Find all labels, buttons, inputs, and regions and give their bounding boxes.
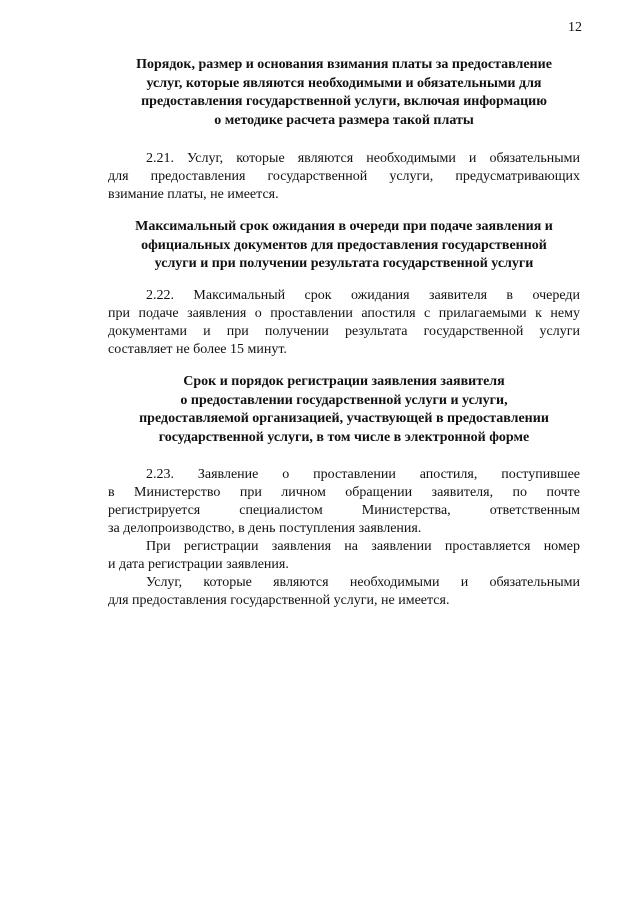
heading-line: предоставления государственной услуги, включая информацию [141,94,547,109]
paragraph-line: документами и при получении результата государственной услуги [108,324,580,339]
heading-line: о методике расчета размера такой платы [214,112,474,128]
heading-line: о предоставлении государственной услуги и услуги, [180,392,508,408]
heading-line: услуг, которые являются необходимыми и обязательными для [146,75,542,91]
paragraph-line: и дата регистрации заявления. [108,557,289,572]
paragraph-line: 2.23. Заявление о проставлении апостиля, поступившее [146,467,580,482]
heading-line: Срок и порядок регистрации заявления заявителя [183,374,505,389]
paragraph-line: составляет не более 15 минут. [108,342,287,357]
section-heading-registration [108,373,580,447]
paragraph-2-23 [108,466,580,538]
section-heading-queue-time [108,218,580,274]
paragraph-line: для предоставления государственной услуги, не имеется. [108,593,450,608]
paragraph-line: Услуг, которые являются необходимыми и обязательными [146,575,580,590]
paragraph-line: регистрируется специалистом Министерства, ответственным [108,503,580,518]
paragraph-line: в Министерство при личном обращении заявителя, по почте [108,485,580,500]
section-payment [108,56,580,130]
heading-line: предоставляемой организацией, участвующей в предоставлении [139,411,549,426]
section-queue-time [108,218,580,274]
paragraph-registration-number [108,538,580,574]
paragraph-line: 2.22. Максимальный срок ожидания заявителя в очереди [146,288,580,303]
heading-line: Максимальный срок ожидания в очереди при подаче заявления и [135,219,553,234]
heading-line: услуги и при получении результата государственной услуги [154,256,534,271]
paragraph-line: 2.21. Услуг, которые являются необходимыми и обязательными [146,151,580,166]
paragraph-2-22 [108,287,580,359]
heading-line: Порядок, размер и основания взимания платы за предоставление [136,57,552,72]
section-heading-payment [108,56,580,130]
paragraph-line: При регистрации заявления на заявлении проставляется номер [146,539,580,554]
section-registration [108,373,580,447]
paragraph-2-21 [108,150,580,204]
paragraph-line: взимание платы, не имеется. [108,187,279,202]
heading-line: государственной услуги, в том числе в электронной форме [158,429,530,445]
paragraph-line: при подаче заявления о проставлении апостиля с прилагаемыми к нему [108,306,580,321]
paragraph-line: для предоставления государственной услуги, предусматривающих [108,169,580,184]
paragraph-no-services [108,574,580,610]
paragraph-line: за делопроизводство, в день поступления заявления. [108,521,422,536]
page-number: 12 [568,20,582,35]
heading-line: официальных документов для предоставления государственной [141,237,547,253]
